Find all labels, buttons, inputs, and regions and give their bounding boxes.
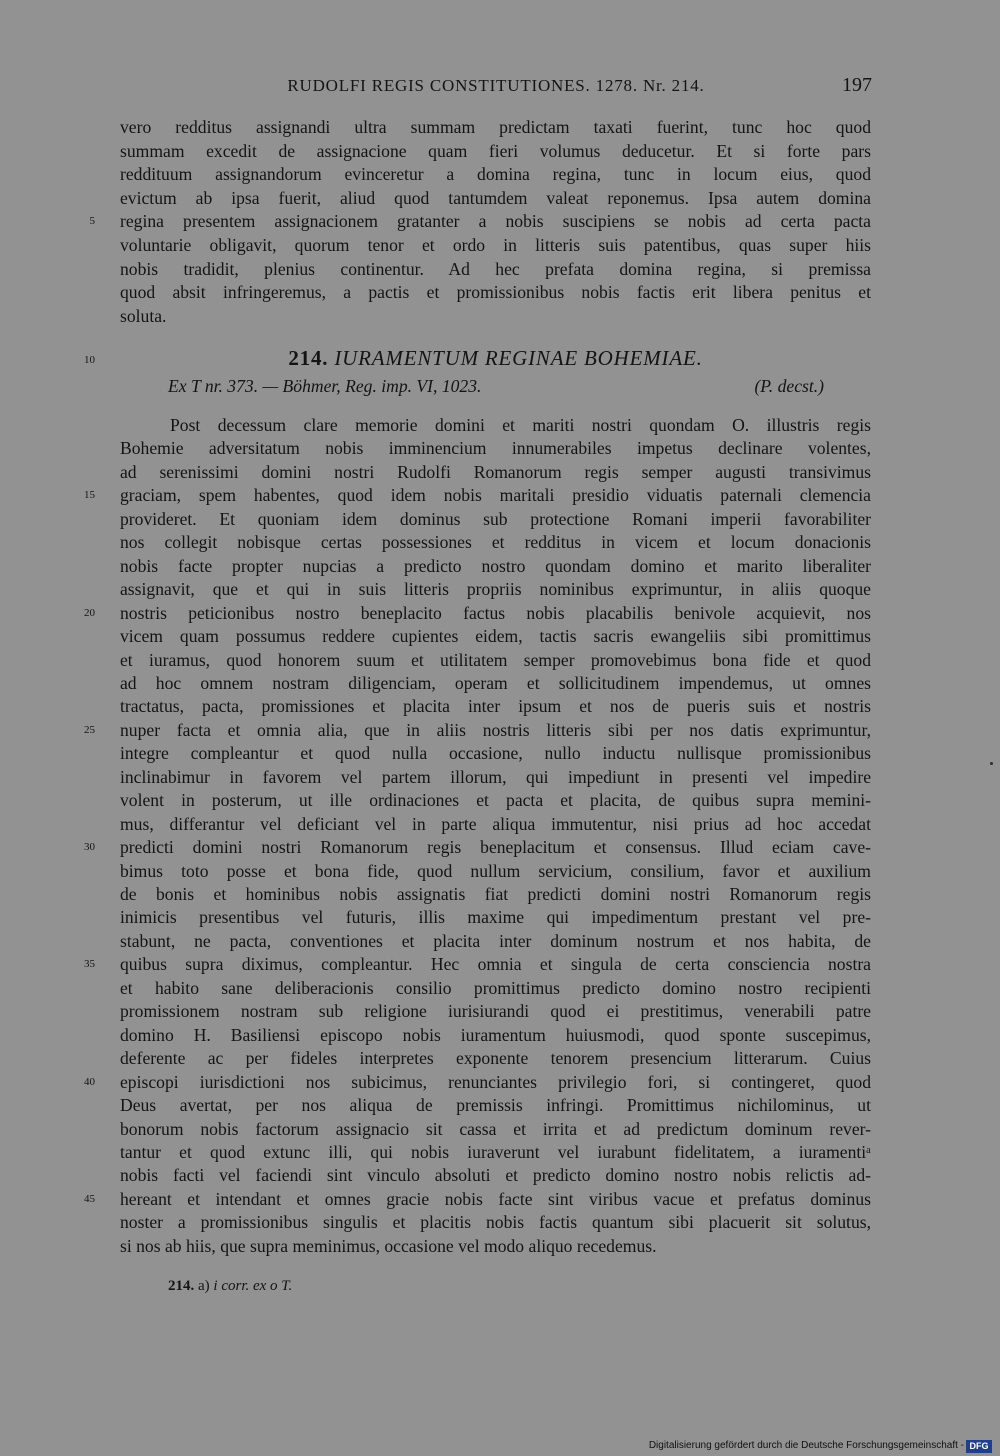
text-line: Deus avertat, per nos aliqua de premissis infringi. Promittimus nichilominus, ut <box>120 1095 871 1116</box>
running-head-title: RUDOLFI REGIS CONSTITUTIONES. 1278. Nr. 214. <box>287 76 705 95</box>
text-line: inclinabimur in favorem vel partem illorum, qui impediunt in presenti vel impedire <box>120 766 871 787</box>
scan-edge-mark <box>990 762 993 765</box>
footnote <box>168 1278 292 1295</box>
text-line: et habito sane deliberacionis consilio promittimus predicto domino nostro recipienti <box>120 977 871 998</box>
text-line: tractatus, pacta, promissiones et placita inter ipsum et nos de pueris suis et nostris <box>120 696 871 717</box>
text-line: quibus supra diximus, compleantur. Hec omnia et singula de certa consciencia nostra <box>120 954 871 975</box>
text-line: inimicis presentibus vel futuris, illis maxime qui impedimentum prestant vel pre- <box>120 907 871 928</box>
line-number: 25 <box>84 723 95 736</box>
text-line: reddituum assignandorum evinceretur a domina regina, tunc in locum eius, quod <box>120 164 871 185</box>
section-number: 214. <box>288 346 329 370</box>
text-line: vicem quam possumus reddere cupientes eidem, tactis sacris ewangeliis sibi promittimus <box>120 626 871 647</box>
page-number: 197 <box>842 74 872 96</box>
line-number: 45 <box>84 1192 95 1205</box>
running-head <box>120 76 872 100</box>
line-number: 5 <box>89 215 95 228</box>
line-number-heading: 10 <box>84 354 95 366</box>
source-reference: Ex T nr. 373. — Böhmer, Reg. imp. VI, 1023. <box>168 376 482 396</box>
source-note: (P. decst.) <box>754 376 824 396</box>
digitization-credit: Digitalisierung gefördert durch die Deutsche Forschungsgemeinschaft - <box>648 1440 964 1451</box>
text-line: stabunt, ne pacta, conventiones et placita inter dominum nostrum et nos habita, de <box>120 930 871 951</box>
text-line: bimus toto posse et bona fide, quod nullum servicium, consilium, favor et auxilium <box>120 860 871 881</box>
text-line: assignavit, que et qui in suis litteris propriis nominibus exprimuntur, in aliis quoque <box>120 579 871 600</box>
text-line: graciam, spem habentes, quod idem nobis maritali presidio viduatis paternali clemencia <box>120 485 871 506</box>
section-heading <box>120 346 871 371</box>
line-number: 35 <box>84 958 95 971</box>
footnote-marker: a) <box>198 1278 210 1294</box>
section-title: IURAMENTUM REGINAE BOHEMIAE. <box>334 346 703 370</box>
text-line: promissionem nostram sub religione iurisiurandi quod ei prestitimus, venerabili patre <box>120 1001 871 1022</box>
text-line: si nos ab hiis, que supra meminimus, occasione vel modo aliquo recedemus. <box>120 1235 657 1256</box>
text-line: voluntarie obligavit, quorum tenor et ordo in litteris suis patentibus, quas super hiis <box>120 235 871 255</box>
text-line: hereant et intendant et omnes gracie nobis facte sint viribus vacue et prefatus dominus <box>120 1188 871 1209</box>
text-line: de bonis et hominibus nobis assignatis fiat predicti domini nostri Romanorum regis <box>120 884 871 904</box>
text-line: nuper facta et omnia alia, que in aliis nostris litteris sibi per nos datis exprimuntur, <box>120 719 871 740</box>
text-line: ad serenissimi domini nostri Rudolfi Romanorum regis semper augusti transivimus <box>120 461 871 482</box>
text-line: Post decessum clare memorie domini et mariti nostri quondam O. illustris regis <box>170 415 871 435</box>
text-line: evictum ab ipsa fuerit, aliud quod tantumdem valeat reponemus. Ipsa autem domina <box>120 187 871 208</box>
dfg-logo: DFG <box>966 1440 992 1453</box>
text-line: regina presentem assignacionem gratanter a nobis suscipiens se nobis ad certa pacta <box>120 211 871 232</box>
text-line: nobis facte propter nupcias a predicto nostro quondam domino et marito liberaliter <box>120 555 871 576</box>
text-line: episcopi iurisdictioni nos subicimus, renunciantes privilegio fori, si contingeret, quod <box>120 1071 871 1092</box>
text-line: Bohemie adversitatum nobis imminencium innumerabiles impetus declinare volentes, <box>120 438 871 459</box>
text-line: nobis tradidit, plenius continentur. Ad hec prefata domina regina, si premissa <box>120 258 871 279</box>
text-line: deferente ac per fideles interpretes exponente tenorem presencium litterarum. Cuius <box>120 1048 871 1069</box>
text-line: integre compleantur et quod nulla occasione, nullo inductu nullisque promissionibus <box>120 743 871 764</box>
text-line: bonorum nobis factorum assignacio sit cassa et irrita et ad predictum dominum rever- <box>120 1118 871 1139</box>
line-number: 30 <box>84 841 95 854</box>
line-number: 40 <box>84 1075 95 1088</box>
text-line: soluta. <box>120 305 167 326</box>
text-line: summam excedit de assignacione quam fieri volumus deducetur. Et si forte pars <box>120 140 871 161</box>
text-line: predicti domini nostri Romanorum regis beneplacitum et consensus. Illud eciam cave- <box>120 837 871 858</box>
footnote-number: 214. <box>168 1278 195 1294</box>
text-line: ad hoc omnem nostram diligenciam, operam et sollicitudinem impendemus, ut omnes <box>120 672 871 693</box>
footnote-text: i corr. ex o T. <box>213 1278 293 1294</box>
text-line: nos collegit nobisque certas possessiones et redditus in vicem et locum donacionis <box>120 532 871 553</box>
line-number: 15 <box>84 489 95 502</box>
text-line: quod absit infringeremus, a pactis et promissionibus nobis factis erit libera penitus et <box>120 282 871 303</box>
text-line: et iuramus, quod honorem suum et utilitatem semper promovebimus bona fide et quod <box>120 649 871 670</box>
text-line: provideret. Et quoniam idem dominus sub protectione Romani imperii favorabiliter <box>120 508 871 529</box>
source-line <box>168 374 824 398</box>
text-line: noster a promissionibus singulis et placitis nobis factis quantum sibi placuerit sit solutus, <box>120 1212 871 1233</box>
line-number: 20 <box>84 606 95 619</box>
text-line: nobis facti vel faciendi sint vinculo absoluti et predicto domino nostro nobis relictis ad- <box>120 1165 871 1186</box>
text-line: volent in posterum, ut ille ordinaciones et pacta et placita, de quibus supra memini- <box>120 790 871 811</box>
text-line: nostris peticionibus nostro beneplacito factus nobis placabilis benivole acquievit, nos <box>120 602 871 623</box>
text-line: vero redditus assignandi ultra summam predictam taxati fuerint, tunc hoc quod <box>120 117 871 137</box>
text-line: tantur et quod extunc illi, qui nobis iuraverunt vel iurabunt fidelitatem, a iuramentiᵃ <box>120 1141 871 1162</box>
text-line: mus, differantur vel deficiant vel in parte aliqua immutentur, nisi prius ad hoc accedat <box>120 813 871 834</box>
text-line: domino H. Basiliensi episcopo nobis iuramentum huiusmodi, quod sponte suscepimus, <box>120 1024 871 1045</box>
